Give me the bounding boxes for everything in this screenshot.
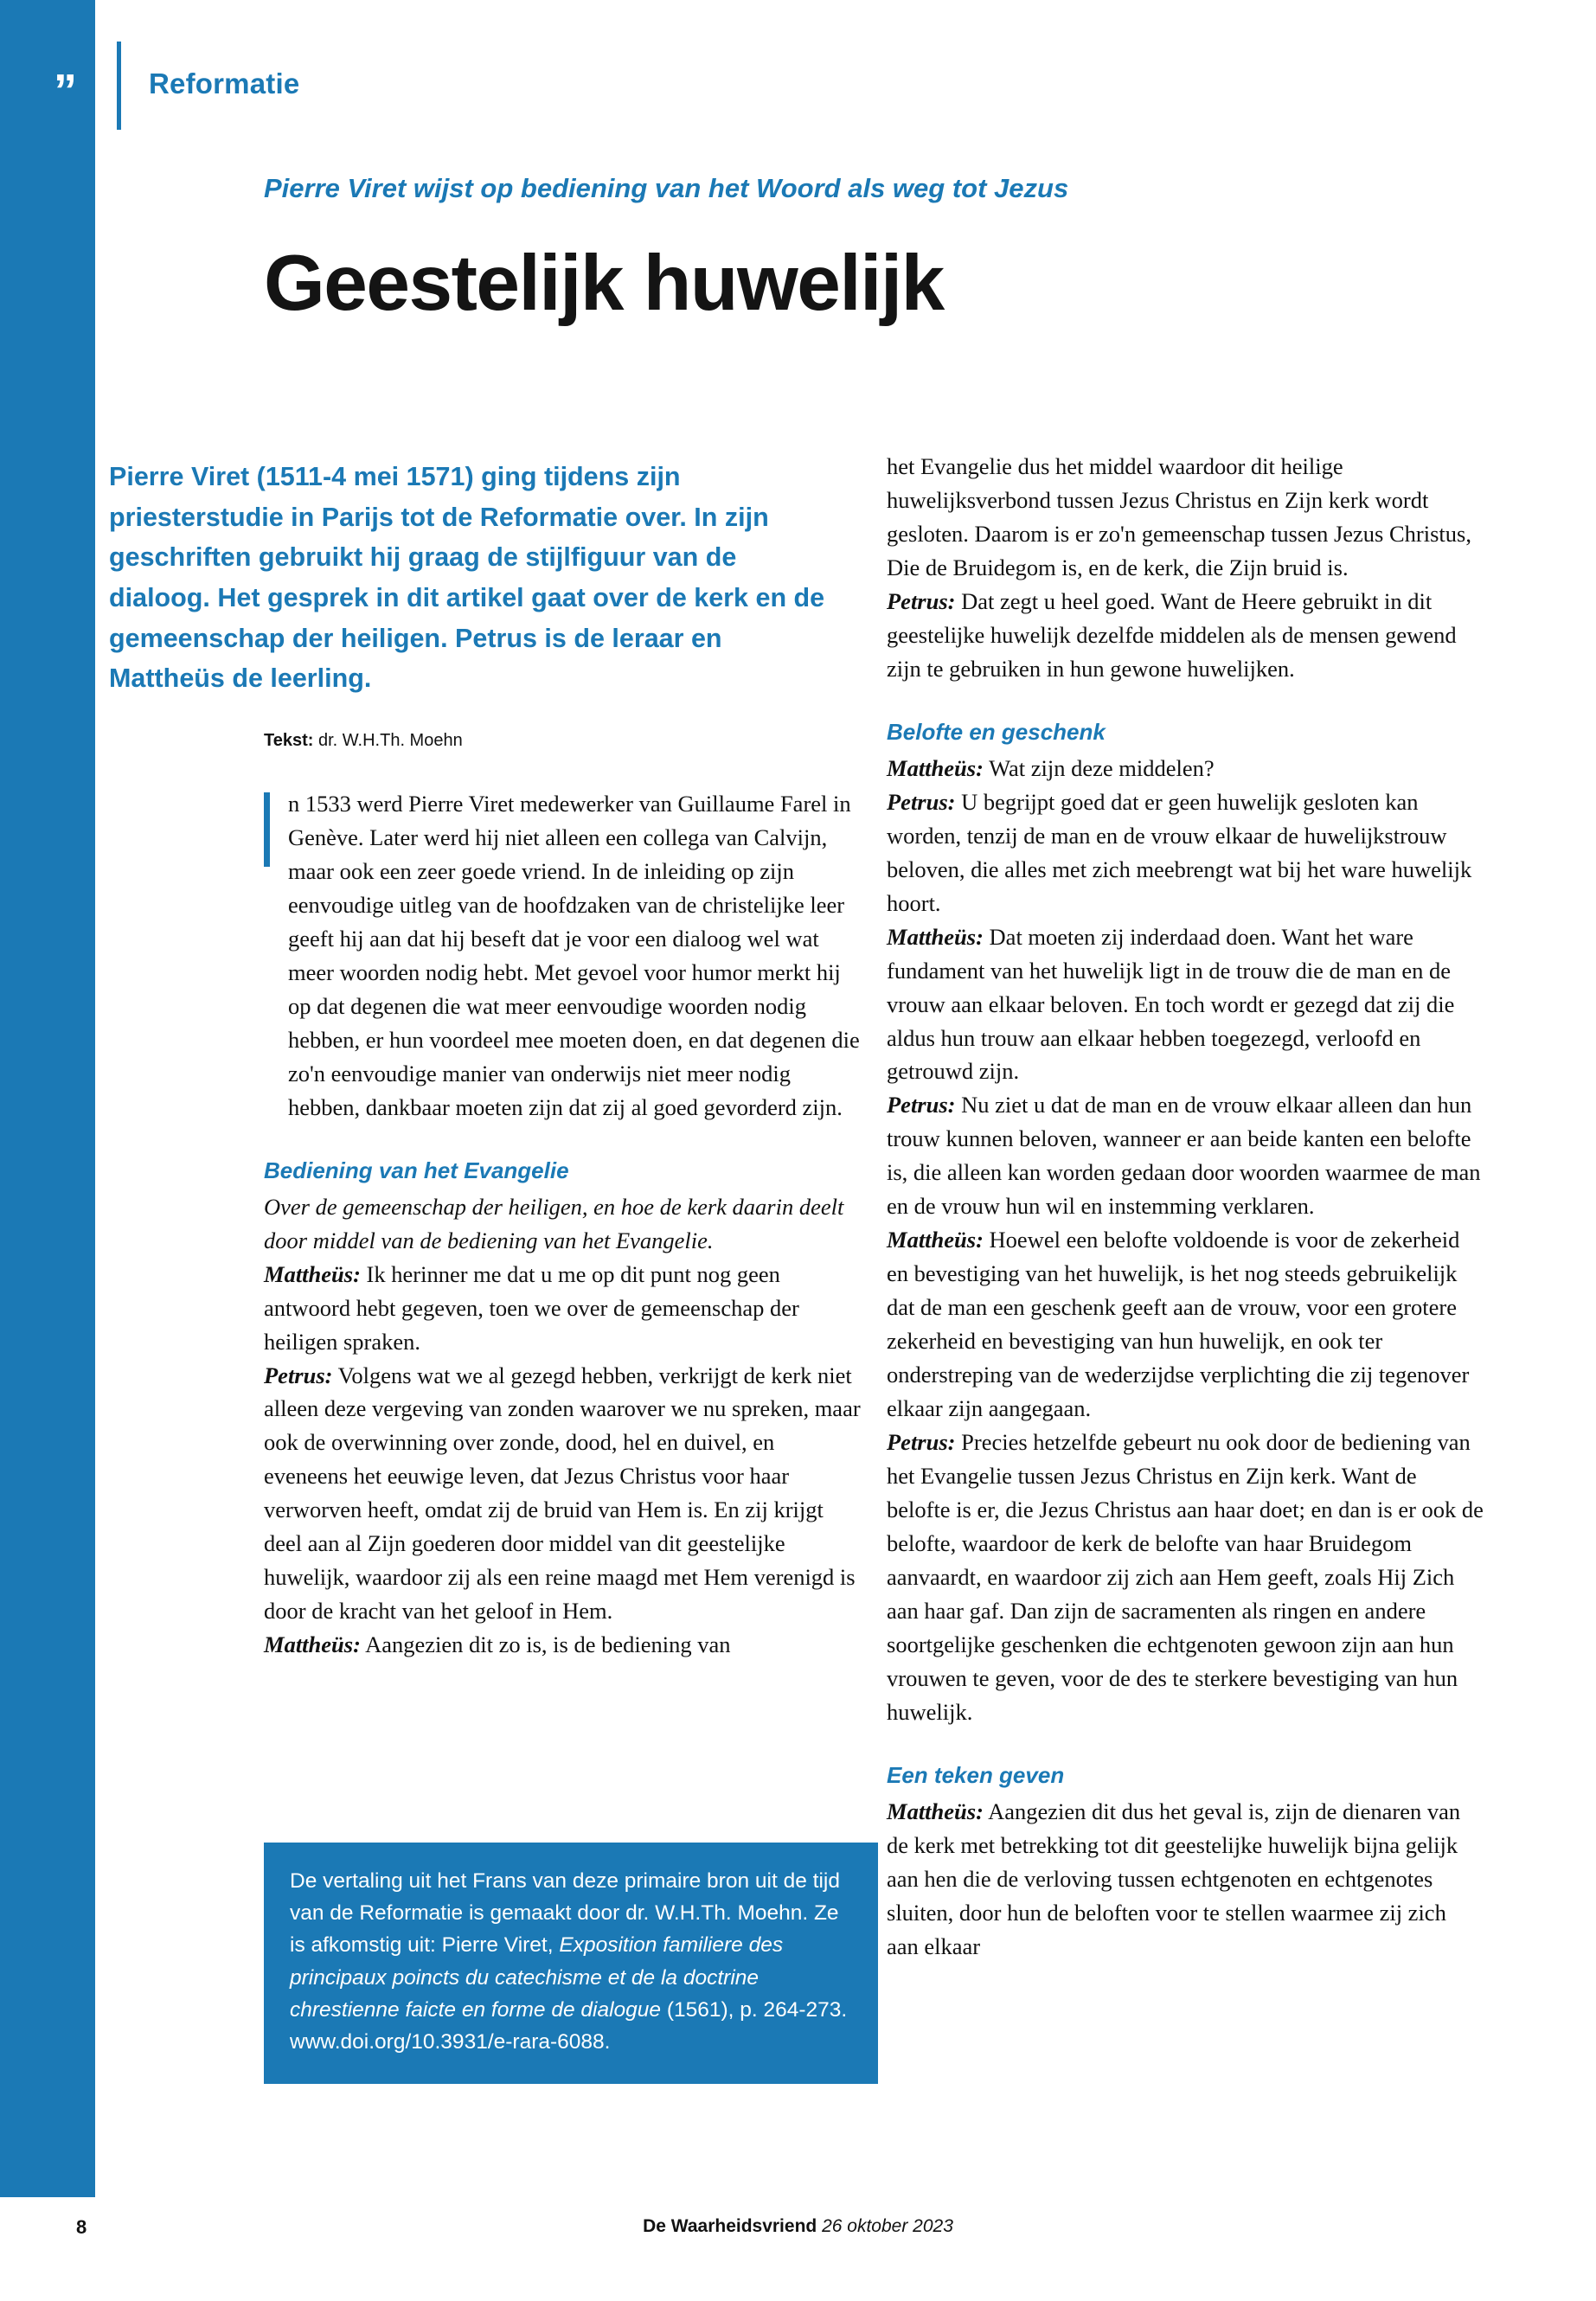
dialogue-line (887, 1223, 1484, 1426)
dialogue-line (264, 1628, 861, 1662)
byline-author: dr. W.H.Th. Moehn (317, 731, 463, 750)
opening-paragraph-wrapper (264, 787, 861, 1125)
lead-paragraph: Pierre Viret (1511-4 mei 1571) ging tijdens zijn priesterstudie in Parijs tot de Reformatie over. In zijn geschriften gebruikt hij graag de stijlfiguur van de dialoog. Het gesprek in dit artikel gaat over de kerk en de gemeenschap der heiligen. Petrus is de leraar en Mattheüs de leerling. (109, 462, 825, 694)
dialogue-speaker: Mattheüs: (887, 1227, 984, 1253)
dialogue-speaker: Petrus: (887, 587, 956, 614)
dialogue-line (887, 752, 1484, 785)
dialogue-text: Hoewel een belofte voldoende is voor de zekerheid en bevestiging van het huwelijk, is het nog steeds gebruikelijk dat de man een geschenk geeft aan de vrouw, voor een grotere zekerheid en bevestiging van hun huwelijk, en ook ter onderstreping van de wederzijdse verplichting die zij tegenover elkaar zijn aangegaan. (887, 1227, 1470, 1421)
subhead-belofte-en-geschenk: Belofte en geschenk (887, 718, 1106, 745)
dialogue-speaker: Mattheüs: (887, 923, 984, 950)
dialogue-text: Precies hetzelfde gebeurt nu ook door de bediening van het Evangelie tussen Jezus Christus en Zijn kerk. Want de belofte is er, die Jezus Christus aan haar doet; en dan is er ook de belofte, waardoor de kerk de belofte van haar Bruidegom aanvaardt, en waardoor zij zich aan Hem geeft, zoals Hij Zich aan haar gaf. Dan zijn de sacramenten als ringen en andere soortgelijke geschenken die echtgenoten gewoon zijn aan hun vrouwen te geven, voor de des te sterkere bevestiging van hun huwelijk. (887, 1428, 1484, 1725)
infobox-text-1: De vertaling uit het Frans van deze primaire bron uit de tijd van de Reformatie is gemaakt door dr. W.H.Th. Moehn. Ze is afkomstig uit: Pierre Viret, (290, 1869, 840, 1958)
dialogue-speaker: Petrus: (264, 1362, 333, 1388)
section-title: Reformatie (149, 67, 300, 99)
dialogue-text: Wat zijn deze middelen? (983, 754, 1215, 781)
subhead-een-teken-geven: Een teken geven (887, 1761, 1065, 1788)
source-infobox (264, 1843, 878, 2084)
dialogue-speaker: Mattheüs: (887, 754, 984, 781)
subhead-bediening-van-het-evangelie: Bediening van het Evangelie (264, 1157, 569, 1183)
continuation-paragraph: het Evangelie dus het middel waardoor dit heilige huwelijksverbond tussen Jezus Christus en Zijn kerk wordt gesloten. Daarom is er zo'n gemeenschap tussen Jezus Christus, Die de Bruidegom is, en de kerk, die Zijn bruid is. (887, 453, 1471, 580)
infobox-text-2: (1561), p. 264-273. www.doi.org/10.3931/e-rara-6088. (290, 1997, 848, 2054)
page-number: 8 (76, 2216, 87, 2238)
footer-date: 26 oktober 2023 (822, 2216, 953, 2236)
dialogue-speaker: Mattheüs: (264, 1260, 361, 1287)
dropcap-rule (264, 792, 270, 867)
byline-label: Tekst: (264, 731, 314, 750)
dialogue-text: Ik herinner me dat u me op dit punt nog geen antwoord hebt gegeven, toen we over de gemeenschap der heiligen spraken. (264, 1260, 799, 1355)
left-margin-bar (0, 0, 95, 2197)
dialogue-text: Dat zegt u heel goed. Want de Heere gebruikt in dit geestelijke huwelijk dezelfde middelen als de mensen gewend zijn te gebruiken in hun gewone huwelijken. (887, 587, 1457, 682)
dialogue-line (887, 585, 1484, 686)
dialogue-speaker: Petrus: (887, 1092, 956, 1118)
page-header (54, 26, 1479, 134)
opening-paragraph: n 1533 werd Pierre Viret medewerker van Guillaume Farel in Genève. Later werd hij niet alleen een collega van Calvijn, maar ook een zeer goede vriend. In de inleiding op zijn eenvoudige uitleg van de hoofdzaken van de christelijke leer geeft hij aan dat hij beseft dat je voor een dialoog wel wat meer woorden nodig hebt. Met gevoel voor humor merkt hij op dat degenen die wat meer eenvoudige woorden nodig hebben, er hun voordeel mee moeten doen, en dat degenen die zo'n eenvoudige manier van onderwijs niet meer nodig hebben, dankbaar moeten zijn dat zij al goed gevorderd zijn. (288, 791, 860, 1120)
dialogue-line (264, 1359, 861, 1629)
dialogue-text: Aangezien dit zo is, is de bediening van (360, 1631, 731, 1658)
dialogue-text: Volgens wat we al gezegd hebben, verkrijgt de kerk niet alleen deze vergeving van zonden waarover we nu spreken, maar ook de overwinning over zonde, dood, hel en duivel, en eveneens het eeuwige leven, dat Jezus Christus voor haar verworven heeft, omdat zij de bruid van Hem is. En zij krijgt deel aan al Zijn goederen door middel van dit geestelijke huwelijk, waardoor zij als een reine maagd met Hem verenigd is door de kracht van het geloof in Hem. (264, 1362, 861, 1625)
dialogue-speaker: Petrus: (887, 1428, 956, 1455)
dialogue-text: U begrijpt goed dat er geen huwelijk gesloten kan worden, tenzij de man en de vrouw elkaar de huwelijkstrouw beloven, die alles met zich meebrengt wat bij het ware huwelijk hoort. (887, 788, 1472, 916)
dialogue-speaker: Petrus: (887, 788, 956, 815)
page-title: Geestelijk huwelijk (264, 240, 944, 327)
dialogue-speaker: Mattheüs: (887, 1798, 984, 1824)
dialogue-line (887, 785, 1484, 920)
quote-mark-icon: ” (54, 65, 77, 117)
header-divider (117, 42, 121, 130)
section-intro-italic: Over de gemeenschap der heiligen, en hoe de kerk daarin deelt door middel van de bediening van het Evangelie. (264, 1193, 844, 1253)
infobox-work-title: Exposition familiere des principaux poincts du catechisme et de la doctrine chrestienne faicte en forme de dialogue (290, 1933, 784, 2022)
article-kicker: Pierre Viret wijst op bediening van het Woord als weg tot Jezus (264, 173, 1069, 203)
dialogue-text: Nu ziet u dat de man en de vrouw elkaar alleen dan hun trouw kunnen beloven, wanneer er aan beide kanten een belofte is, die alleen kan worden gedaan door woorden waarmee de man en de vrouw hun wil en instemming verklaren. (887, 1092, 1481, 1220)
dialogue-line (887, 920, 1484, 1089)
dialogue-text: Aangezien dit dus het geval is, zijn de dienaren van de kerk met betrekking tot dit geestelijke huwelijk bijna gelijk aan hen die de verloving tussen echtgenoten en echtgenotes sluiten, door hun de beloften voor te stellen waarmee zij zich aan elkaar (887, 1798, 1461, 1959)
footer-publication-info (0, 2216, 1596, 2237)
dialogue-line (887, 1088, 1484, 1223)
dialogue-speaker: Mattheüs: (264, 1631, 361, 1658)
column-right (887, 450, 1484, 1964)
dialogue-text: Dat moeten zij inderdaad doen. Want het ware fundament van het huwelijk ligt in de trouw die de man en de vrouw aan elkaar beloven. En toch wordt er gezegd dat zij die aldus hun trouw aan elkaar hebben toegezegd, verloofd en getrouwd zijn. (887, 923, 1455, 1085)
dialogue-line (887, 1426, 1484, 1729)
dialogue-line (264, 1258, 861, 1359)
byline (264, 731, 869, 751)
dialogue-line (887, 1795, 1484, 1964)
footer-publication-name: De Waarheidsvriend (643, 2216, 817, 2236)
column-left (264, 787, 861, 1662)
